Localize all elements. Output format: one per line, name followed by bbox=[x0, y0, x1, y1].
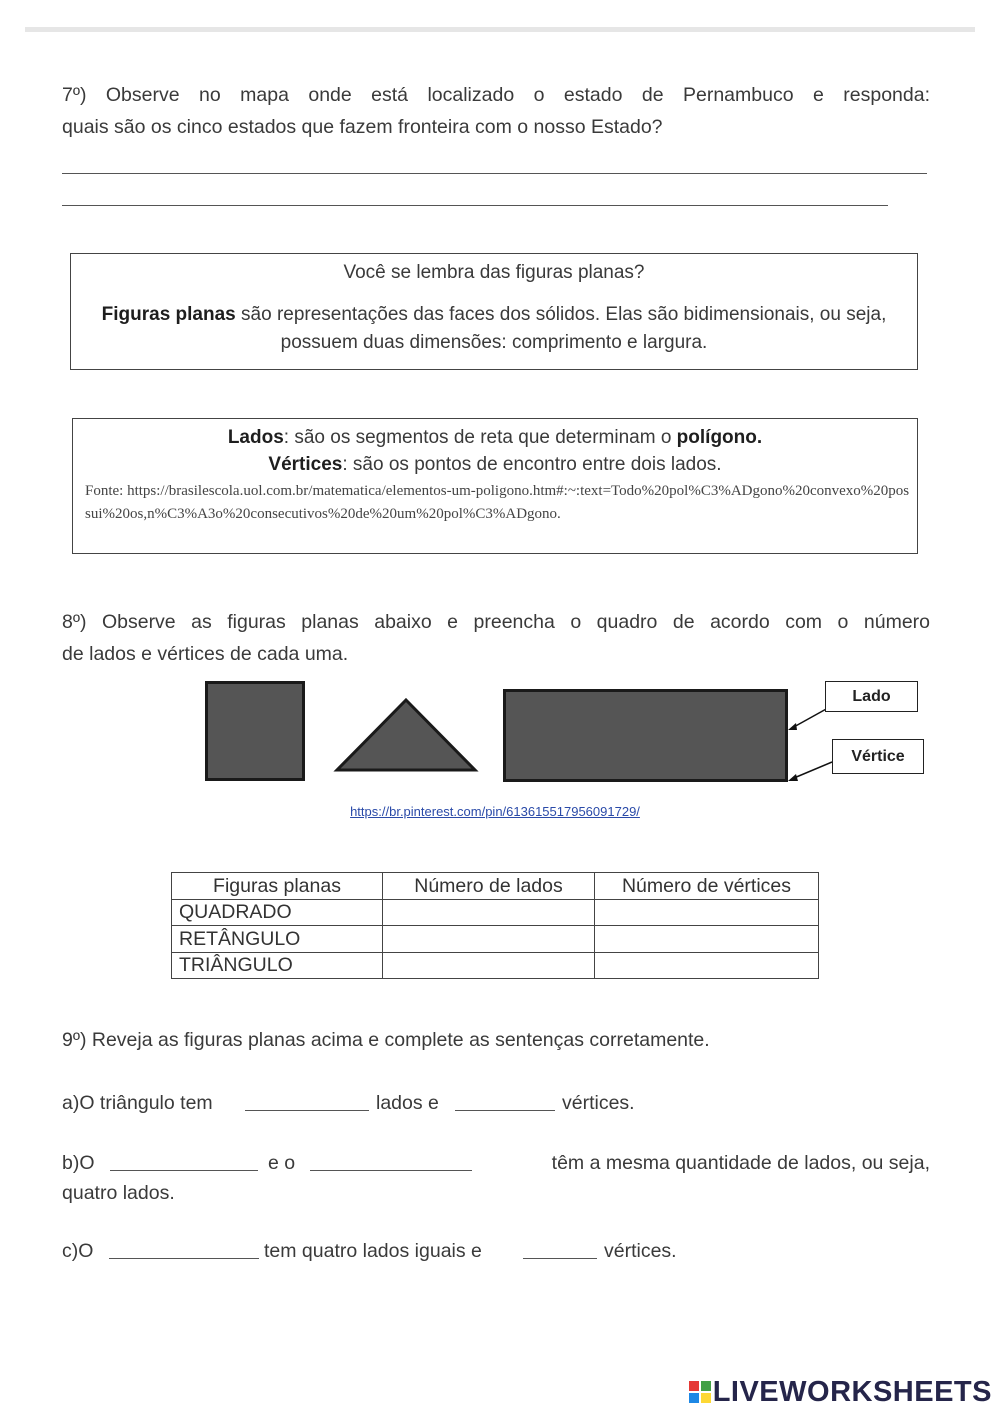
table-row bbox=[172, 952, 819, 979]
term-lados: Lados bbox=[227, 427, 284, 448]
info-box-definition bbox=[71, 301, 917, 357]
sentence-a-part-2: lados e bbox=[376, 1092, 439, 1114]
arrow-vertice-line bbox=[794, 762, 832, 778]
sentence-c-marker: c) bbox=[62, 1240, 79, 1262]
sentence-a-part-1: O triângulo tem bbox=[79, 1092, 213, 1114]
question-8-line-1: 8º) Observe as figuras planas abaixo e preencha o quadro de acordo com o número bbox=[62, 611, 930, 633]
arrow-lado-line bbox=[792, 708, 828, 728]
header-numero-vertices: Número de vértices bbox=[595, 873, 819, 900]
definition-lados bbox=[73, 427, 917, 449]
liveworksheets-logo[interactable] bbox=[689, 1376, 992, 1409]
definition-vertices bbox=[73, 454, 917, 476]
sentence-b-part-4: quatro lados. bbox=[62, 1182, 175, 1204]
cell-quadrado-vertices[interactable] bbox=[595, 899, 819, 926]
arrow-vertice-head bbox=[788, 774, 798, 781]
liveworksheets-logo-icon bbox=[689, 1381, 711, 1403]
question-7-line-2: quais são os cinco estados que fazem fronteira com o nosso Estado? bbox=[62, 116, 663, 138]
triangle-shape bbox=[337, 700, 475, 770]
info-box-plane-figures bbox=[70, 253, 918, 370]
info-box-polygon-elements bbox=[72, 418, 918, 554]
top-divider bbox=[25, 27, 975, 32]
sentence-a-part-3: vértices. bbox=[562, 1092, 635, 1114]
label-lado: Lado bbox=[825, 681, 918, 712]
table-row bbox=[172, 926, 819, 953]
arrow-lado-head bbox=[788, 723, 797, 730]
sentence-c-part-1: O bbox=[78, 1240, 94, 1262]
cell-retangulo-vertices[interactable] bbox=[595, 926, 819, 953]
blank-c-1[interactable] bbox=[109, 1258, 259, 1259]
rectangle-figure bbox=[503, 689, 788, 782]
table-row bbox=[172, 899, 819, 926]
row-label-triangulo: TRIÂNGULO bbox=[172, 952, 383, 979]
answer-line-2[interactable] bbox=[62, 205, 888, 206]
blank-b-2[interactable] bbox=[310, 1170, 472, 1171]
sentence-b-part-2: e o bbox=[268, 1152, 296, 1174]
vertices-text: : são os pontos de encontro entre dois lados. bbox=[342, 454, 722, 475]
header-figuras-planas: Figuras planas bbox=[172, 873, 383, 900]
source-citation: Fonte: https://brasilescola.uol.com.br/matematica/elementos-um-poligono.htm#:~:text=Todo%20pol%C3%ADgono%20convexo%20possui%20os,n%C3%A3o%20consecutivos%20de%20um%20pol%C3%ADgono. bbox=[85, 483, 910, 522]
cell-triangulo-vertices[interactable] bbox=[595, 952, 819, 979]
question-7-line-1: 7º) Observe no mapa onde está localizado o estado de Pernambuco e responda: bbox=[62, 84, 930, 106]
cell-quadrado-lados[interactable] bbox=[383, 899, 595, 926]
sentence-b bbox=[62, 1148, 930, 1212]
definition-text: são representações das faces dos sólidos. Elas são bidimensionais, ou seja, possuem duas dimensões: comprimento e largura. bbox=[235, 304, 887, 353]
question-9-title: 9º) Reveja as figuras planas acima e complete as sentenças corretamente. bbox=[62, 1029, 710, 1051]
answer-line-1[interactable] bbox=[62, 173, 927, 174]
row-label-retangulo: RETÂNGULO bbox=[172, 926, 383, 953]
cell-retangulo-lados[interactable] bbox=[383, 926, 595, 953]
info-box-question: Você se lembra das figuras planas? bbox=[343, 262, 645, 283]
question-7 bbox=[62, 79, 930, 143]
term-figuras-planas: Figuras planas bbox=[101, 304, 236, 325]
table-header-row bbox=[172, 873, 819, 900]
sentence-a-marker: a) bbox=[62, 1092, 80, 1114]
blank-a-1[interactable] bbox=[245, 1110, 369, 1111]
sentence-c-part-2: tem quatro lados iguais e bbox=[264, 1240, 482, 1262]
blank-b-1[interactable] bbox=[110, 1170, 258, 1171]
blank-a-2[interactable] bbox=[455, 1110, 555, 1111]
blank-c-2[interactable] bbox=[523, 1258, 597, 1259]
lados-text: : são os segmentos de reta que determinam o bbox=[283, 427, 677, 448]
sentence-a bbox=[62, 1088, 930, 1118]
plane-figures-table bbox=[171, 872, 819, 979]
sentence-b-marker: b) bbox=[62, 1152, 80, 1174]
sentence-c bbox=[62, 1236, 930, 1266]
term-poligono: polígono. bbox=[676, 427, 763, 448]
header-numero-lados: Número de lados bbox=[383, 873, 595, 900]
row-label-quadrado: QUADRADO bbox=[172, 899, 383, 926]
liveworksheets-logo-text: LIVEWORKSHEETS bbox=[712, 1376, 992, 1408]
sentence-b-part-1: O bbox=[79, 1152, 95, 1174]
label-vertice: Vértice bbox=[832, 739, 924, 774]
triangle-figure bbox=[330, 695, 482, 775]
question-8-line-2: de lados e vértices de cada uma. bbox=[62, 643, 349, 665]
sentence-b-part-3: têm a mesma quantidade de lados, ou seja, bbox=[551, 1152, 930, 1174]
question-8 bbox=[62, 606, 930, 670]
cell-triangulo-lados[interactable] bbox=[383, 952, 595, 979]
term-vertices: Vértices bbox=[268, 454, 343, 475]
sentence-c-part-3: vértices. bbox=[604, 1240, 677, 1262]
image-source-link[interactable]: https://br.pinterest.com/pin/613615517956091729/ bbox=[350, 804, 640, 819]
square-figure bbox=[205, 681, 305, 781]
